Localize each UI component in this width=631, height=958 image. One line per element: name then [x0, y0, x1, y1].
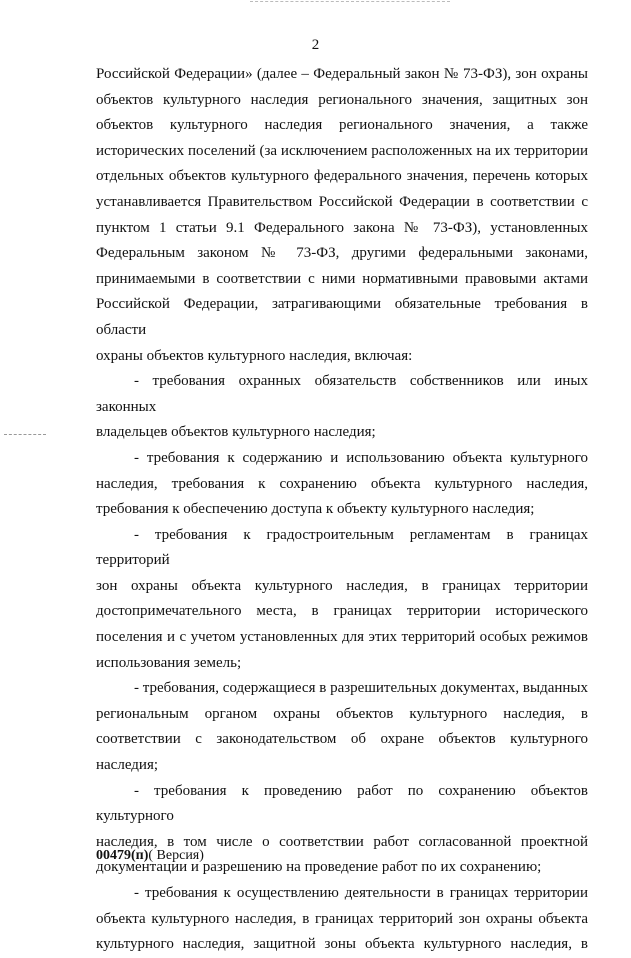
- document-code: 00479(п): [96, 848, 149, 863]
- text-line: культурного наследия, защитной зоны объекта культурного наследия, в: [96, 936, 588, 953]
- text-line: документации и разрешению на проведение работ по их сохранению;: [96, 859, 542, 876]
- text-line: требования к обеспечению доступа к объекту культурного наследия;: [96, 501, 535, 518]
- text-line: наследия, требования к сохранению объекта культурного наследия,: [96, 475, 588, 492]
- text-line: охраны объектов культурного наследия, включая:: [96, 347, 413, 364]
- text-line: - требования, содержащиеся в разрешительных документах, выданных: [134, 680, 588, 697]
- text-line: объекта культурного наследия, в границах территорий зон охраны объекта: [96, 910, 588, 927]
- text-line: - требования к градостроительным регламентам в границах территорий: [96, 526, 588, 569]
- text-line: объектов культурного наследия регионального значения, а также: [96, 117, 588, 134]
- document-body: [96, 62, 588, 958]
- text-line: зон охраны объекта культурного наследия, в границах территории: [96, 577, 588, 594]
- text-line: - требования к содержанию и использованию объекта культурного: [134, 449, 588, 466]
- text-line: - требования к проведению работ по сохранению объектов культурного: [96, 782, 588, 825]
- text-line: устанавливается Правительством Российской Федерации в соответствии с: [96, 193, 588, 210]
- text-line: соответствии с законодательством об охране объектов культурного наследия;: [96, 731, 588, 774]
- text-line: Российской Федерации, затрагивающими обязательные требования в области: [96, 296, 588, 338]
- text-line: Федеральным законом № 73-ФЗ, другими федеральными законами,: [96, 245, 588, 262]
- text-line: использования земель;: [96, 654, 242, 671]
- scan-artifact-top: [250, 1, 450, 2]
- text-line: - требования охранных обязательств собственников или иных законных: [96, 373, 588, 415]
- text-line: владельцев объектов культурного наследия;: [96, 424, 376, 441]
- text-line: пунктом 1 статьи 9.1 Федерального закона № 73-ФЗ), установленных: [96, 219, 588, 236]
- text-line: - требования к осуществлению деятельности в границах территории: [134, 885, 588, 901]
- text-line: достопримечательного места, в границах территории исторического: [96, 603, 588, 620]
- text-line: поселения и с учетом установленных для этих территорий особых режимов: [96, 629, 588, 646]
- scan-artifact-left: [4, 434, 46, 435]
- text-line: Российской Федерации» (далее – Федеральный закон № 73-ФЗ), зон охраны: [96, 66, 588, 82]
- text-line: наследия, в том числе о соответствии работ согласованной проектной: [96, 833, 588, 850]
- footer-document-code: [96, 848, 204, 864]
- text-line: исторических поселений (за исключением расположенных на их территории: [96, 142, 588, 159]
- text-line: отдельных объектов культурного федерального значения, перечень которых: [96, 168, 588, 185]
- text-line: принимаемыми в соответствии с ними нормативными правовыми актами: [96, 270, 588, 287]
- text-line: региональным органом охраны объектов культурного наследия, в: [96, 705, 588, 722]
- document-version: ( Версия): [148, 848, 204, 863]
- text-line: объектов культурного наследия регионального значения, защитных зон: [96, 91, 588, 108]
- page-number: 2: [311, 37, 320, 53]
